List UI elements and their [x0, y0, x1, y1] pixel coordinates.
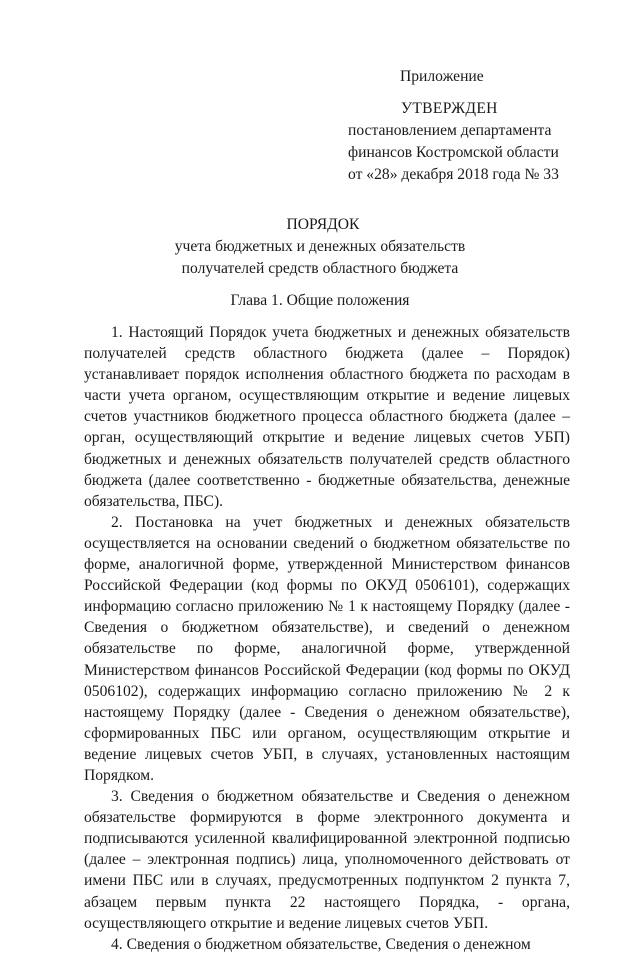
- paragraph: 1. Настоящий Порядок учета бюджетных и денежных обязательств получателей средств областного бюджета (далее – Порядок) устанавливает порядок исполнения областного бюджета по расходам в части учета органом, осуществляющим открытие и ведение лицевых счетов участников бюджетного процесса областного бюджета (далее – орган, осуществляющий открытие и ведение лицевых счетов УБП) бюджетных и денежных обязательств получателей средств областного бюджета (далее соответственно - бюджетные обязательства, денежные обязательства, ПБС).: [84, 324, 570, 510]
- approved-label: УТВЕРЖДЕН: [401, 100, 498, 117]
- document-title: [0, 214, 640, 280]
- approval-line: постановлением департамента: [348, 122, 552, 139]
- appendix-label: Приложение: [400, 68, 484, 85]
- approval-header: [348, 66, 608, 186]
- document-body: [84, 322, 570, 955]
- paragraph: 3. Сведения о бюджетном обязательстве и Сведения о денежном обязательстве формируются в форме электронного документа и подписываются усиленной квалифицированной электронной подписью (далее – электронная подпись) лица, уполномоченного действовать от имени ПБС или в случаях, предусмотренных подпунктом 2 пункта 7, абзацем первым пункта 22 настоящего Порядка, - органа, осуществляющего открытие и ведение лицевых счетов УБП.: [84, 788, 570, 932]
- title-main: ПОРЯДОК: [286, 216, 360, 233]
- title-subtitle: получателей средств областного бюджета: [181, 260, 459, 277]
- title-subtitle: учета бюджетных и денежных обязательств: [174, 238, 466, 255]
- paragraph: 2. Постановка на учет бюджетных и денежных обязательств осуществляется на основании сведений о бюджетном обязательстве по форме, аналогичной форме, утвержденной Министерством финансов Российской Федерации (код формы по ОКУД 0506101), содержащих информацию согласно приложению № 1 к настоящему Порядку (далее - Сведения о бюджетном обязательстве), и сведений о денежном обязательстве по форме, аналогичной форме, утвержденной Министерством финансов Российской Федерации (код формы по ОКУД 0506102), содержащих информацию согласно приложению № 2 к настоящему Порядку (далее - Сведения о денежном обязательстве), сформированных ПБС или органом, осуществляющим открытие и ведение лицевых счетов УБП, в случаях, установленных настоящим Порядком.: [84, 513, 570, 784]
- paragraph: 4. Сведения о бюджетном обязательстве, Сведения о денежном: [111, 935, 531, 953]
- chapter-heading: Глава 1. Общие положения: [230, 292, 410, 309]
- approval-line: от «28» декабря 2018 года № 33: [348, 166, 559, 183]
- approval-line: финансов Костромской области: [348, 144, 559, 161]
